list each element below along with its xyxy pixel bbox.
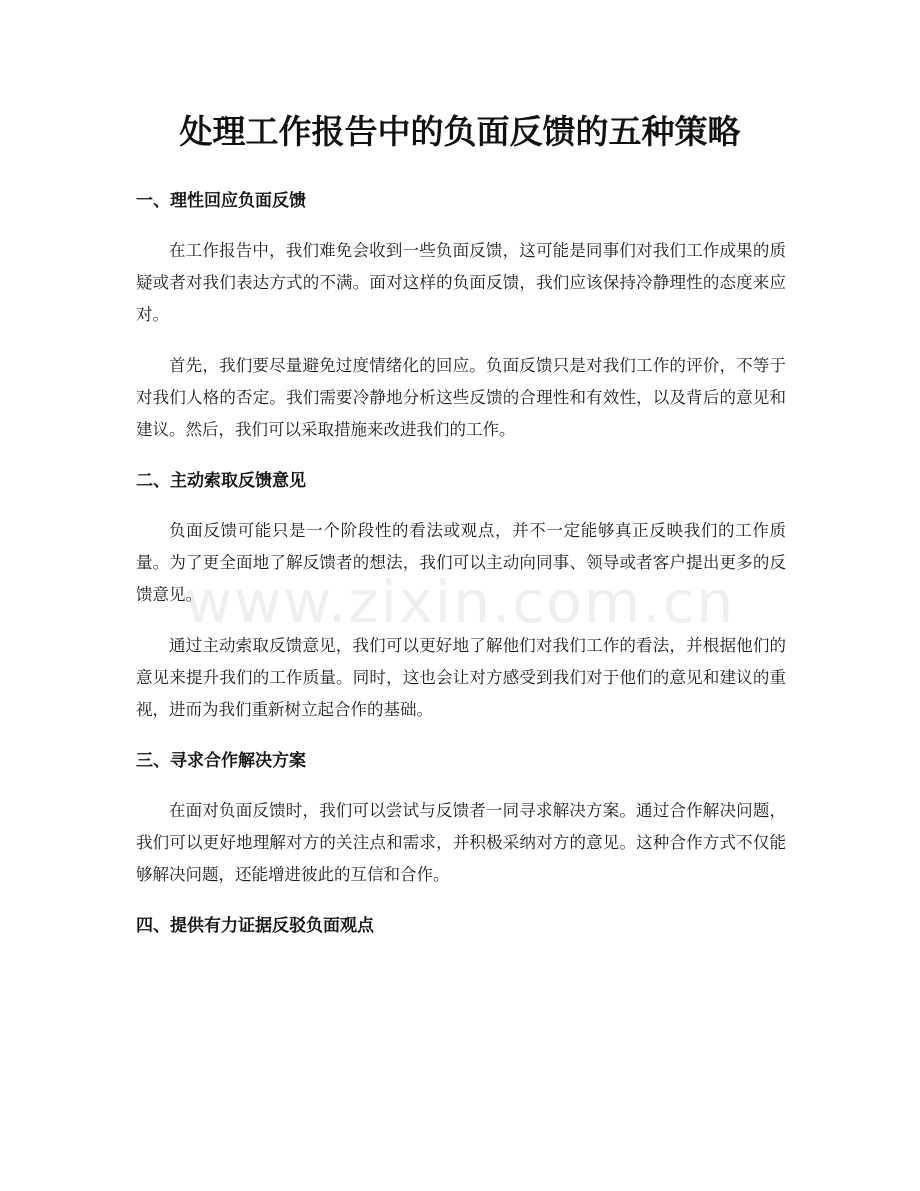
section-2 (136, 465, 786, 726)
paragraph: 首先，我们要尽量避免过度情绪化的回应。负面反馈只是对我们工作的评价，不等于对我们人格的否定。我们需要冷静地分析这些反馈的合理性和有效性，以及背后的意见和建议。然后，我们可以采取措施来改进我们的工作。 (136, 356, 786, 439)
section-1 (136, 185, 786, 446)
paragraph: 通过主动索取反馈意见，我们可以更好地了解他们对我们工作的看法，并根据他们的意见来提升我们的工作质量。同时，这也会让对方感受到我们对于他们的意见和建议的重视，进而为我们重新树立起合作的基础。 (136, 636, 786, 719)
document-body (136, 185, 786, 960)
section-heading: 三、寻求合作解决方案 (136, 751, 306, 771)
section-3 (136, 745, 786, 891)
paragraph: 在面对负面反馈时，我们可以尝试与反馈者一同寻求解决方案。通过合作解决问题，我们可以更好地理解对方的关注点和需求，并积极采纳对方的意见。这种合作方式不仅能够解决问题，还能增进彼此的互信和合作。 (136, 801, 786, 884)
section-heading: 二、主动索取反馈意见 (136, 471, 306, 491)
paragraph: 在工作报告中，我们难免会收到一些负面反馈，这可能是同事们对我们工作成果的质疑或者对我们表达方式的不满。面对这样的负面反馈，我们应该保持冷静理性的态度来应对。 (136, 241, 786, 324)
section-4 (136, 910, 786, 942)
document-title: 处理工作报告中的负面反馈的五种策略 (179, 112, 741, 151)
paragraph: 负面反馈可能只是一个阶段性的看法或观点，并不一定能够真正反映我们的工作质量。为了更全面地了解反馈者的想法，我们可以主动向同事、领导或者客户提出更多的反馈意见。 (136, 521, 786, 604)
section-heading: 一、理性回应负面反馈 (136, 191, 306, 211)
section-heading: 四、提供有力证据反驳负面观点 (136, 916, 374, 936)
watermark: www.zixin.com.cn (184, 568, 736, 636)
